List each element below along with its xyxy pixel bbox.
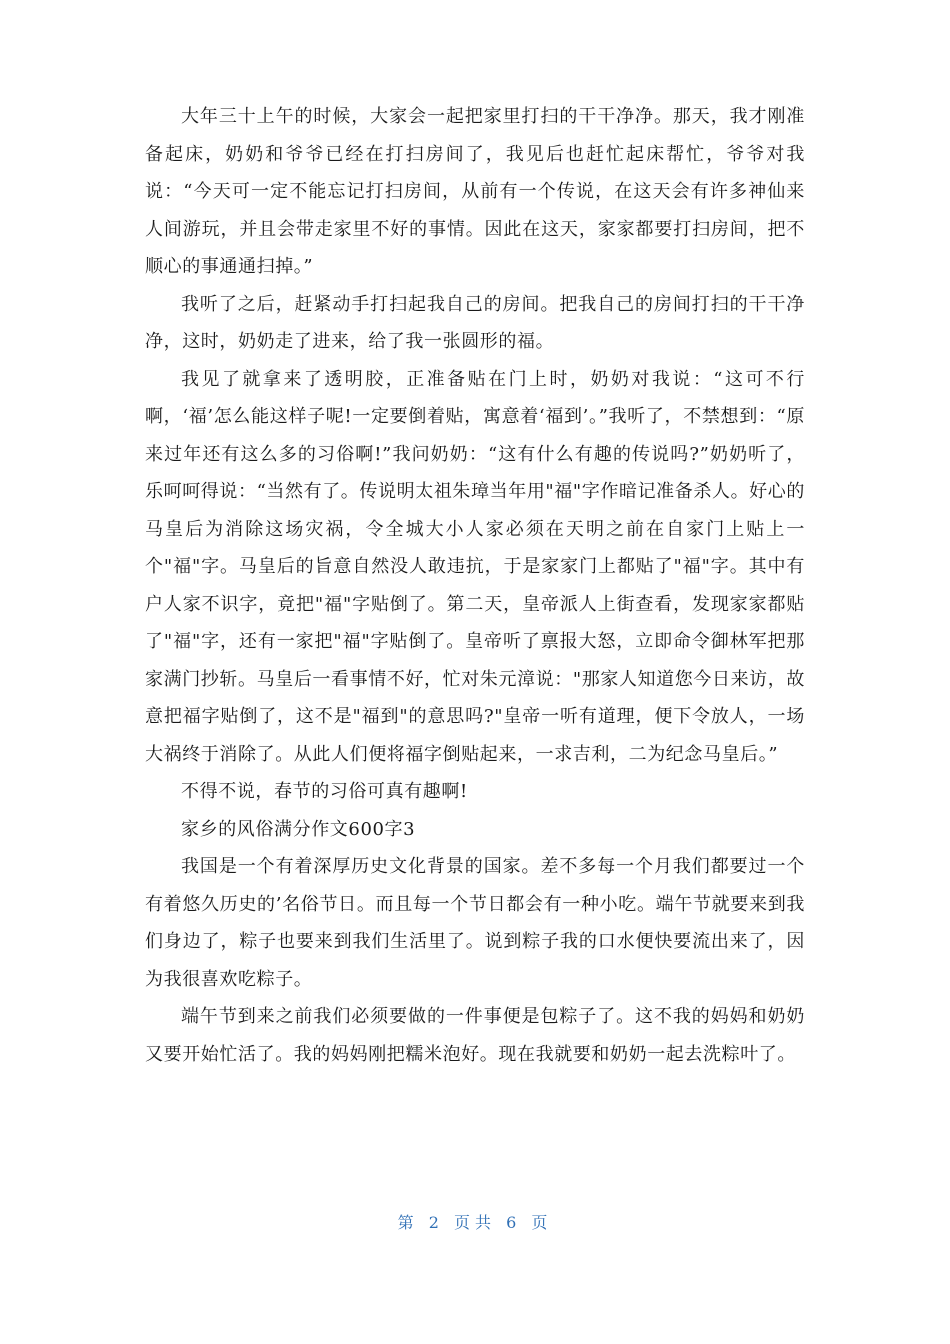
paragraph-1: 大年三十上午的时候，大家会一起把家里打扫的干干净净。那天，我才刚准备起床，奶奶和爷爷已经在打扫房间了，我见后也赶忙起床帮忙，爷爷对我说：“今天可一定不能忘记打扫房间，从前有一个传说，在这天会有许多神仙来人间游玩，并且会带走家里不好的事情。因此在这天，家家都要打扫房间，把不顺心的事通通扫掉。” xyxy=(145,106,805,277)
section-heading: 家乡的风俗满分作文600字3 xyxy=(181,818,416,840)
page-number-footer: 第 2 页共 6 页 xyxy=(397,1213,553,1232)
paragraph-5: 我国是一个有着深厚历史文化背景的国家。差不多每一个月我们都要过一个有着悠久历史的’名俗节日。而且每一个节日都会有一种小吃。端午节就要来到我们身边了，粽子也要来到我们生活里了。说到粽子我的口水便快要流出来了，因为我很喜欢吃粽子。 xyxy=(145,856,805,990)
paragraph-3: 我见了就拿来了透明胶，正准备贴在门上时，奶奶对我说：“这可不行啊，‘福’怎么能这样子呢!一定要倒着贴，寓意着‘福到’。”我听了，不禁想到：“原来过年还有这么多的习俗啊!”我问奶奶：“这有什么有趣的传说吗?”奶奶听了，乐呵呵得说：“当然有了。传说明太祖朱璋当年用"福"字作暗记准备杀人。好心的马皇后为消除这场灾祸，令全城大小人家必须在天明之前在自家门上贴上一个"福"字。马皇后的旨意自然没人敢违抗，于是家家门上都贴了"福"字。其中有户人家不识字，竟把"福"字贴倒了。第二天，皇帝派人上街查看，发现家家都贴了"福"字，还有一家把"福"字贴倒了。皇帝听了禀报大怒，立即命令御林军把那家满门抄斩。马皇后一看事情不好，忙对朱元漳说："那家人知道您今日来访，故意把福字贴倒了，这不是"福到"的意思吗?"皇帝一听有道理，便下令放人，一场大祸终于消除了。从此人们便将福字倒贴起来，一求吉利，二为纪念马皇后。” xyxy=(145,368,805,765)
paragraph-6: 端午节到来之前我们必须要做的一件事便是包粽子了。这不我的妈妈和奶奶又要开始忙活了。我的妈妈刚把糯米泡好。现在我就要和奶奶一起去洗粽叶了。 xyxy=(145,1006,805,1065)
document-body xyxy=(145,98,805,1073)
paragraph-2: 我听了之后，赶紧动手打扫起我自己的房间。把我自己的房间打扫的干干净净，这时，奶奶走了进来，给了我一张圆形的福。 xyxy=(145,293,805,352)
paragraph-4: 不得不说，春节的习俗可真有趣啊! xyxy=(181,781,468,802)
